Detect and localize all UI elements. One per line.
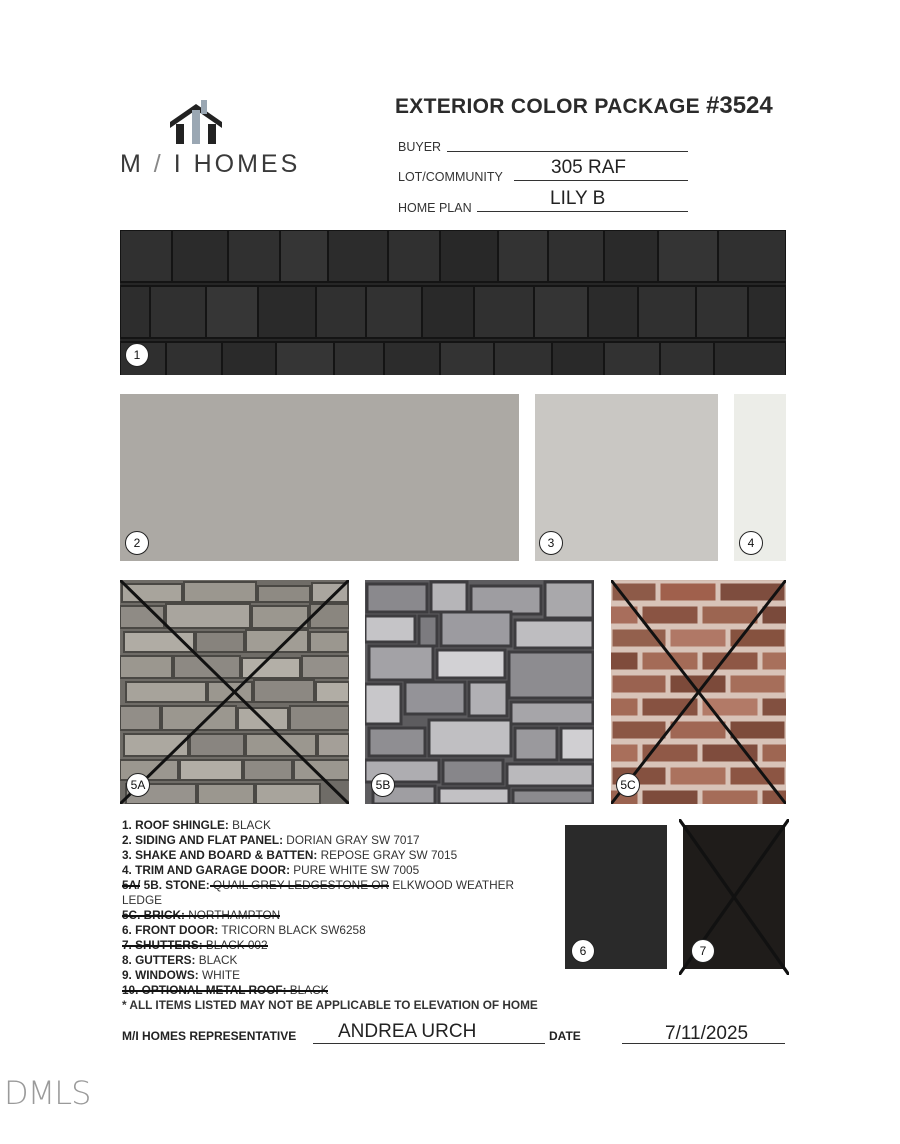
home-plan-label: HOME PLAN: [398, 201, 472, 215]
date-value: 7/11/2025: [665, 1023, 749, 1044]
logo-text-slash: /: [153, 150, 164, 178]
lot-community-field-line: [514, 180, 688, 181]
logo-text-homes: I HOMES: [173, 150, 301, 178]
front-door-color-swatch: [565, 825, 667, 969]
shake-color-swatch: [535, 394, 718, 561]
shutters-color-swatch: [683, 825, 785, 969]
list-item: 2. SIDING AND FLAT PANEL: DORIAN GRAY SW 7017: [122, 833, 420, 847]
applicability-footnote: * ALL ITEMS LISTED MAY NOT BE APPLICABLE TO ELEVATION OF HOME: [122, 998, 538, 1012]
list-item: 10. OPTIONAL METAL ROOF: BLACK: [122, 983, 329, 997]
representative-label: M/I HOMES REPRESENTATIVE: [122, 1029, 297, 1043]
list-item: 6. FRONT DOOR: TRICORN BLACK SW6258: [122, 923, 366, 937]
home-plan-value: LILY B: [550, 188, 606, 209]
list-item: 8. GUTTERS: BLACK: [122, 953, 238, 967]
list-item: 4. TRIM AND GARAGE DOOR: PURE WHITE SW 7005: [122, 863, 420, 877]
home-plan-field-line: [477, 211, 688, 212]
swatch-badge-6: 6: [571, 939, 595, 963]
representative-field-line: [313, 1043, 545, 1044]
color-selection-list: [122, 818, 552, 1013]
list-item: 5C. BRICK: NORTHAMPTON: [122, 908, 281, 922]
logo-text-m: M: [120, 150, 144, 178]
lot-community-value: 305 RAF: [551, 157, 626, 178]
swatch-badge-5b: 5B: [371, 773, 395, 797]
shingle-texture: [120, 230, 786, 375]
brand-logo-text: [120, 150, 300, 179]
swatch-badge-1: 1: [125, 343, 149, 367]
swatch-badge-5c: 5C: [616, 773, 640, 797]
package-number: #3524: [706, 92, 773, 119]
mls-watermark: DMLS: [4, 1074, 91, 1112]
list-item: 9. WINDOWS: WHITE: [122, 968, 240, 982]
list-item: 7. SHUTTERS: BLACK 002: [122, 938, 268, 952]
cross-out-mark: [120, 580, 349, 804]
date-label: DATE: [549, 1029, 581, 1043]
swatch-badge-3: 3: [539, 531, 563, 555]
representative-value: ANDREA URCH: [338, 1021, 477, 1042]
siding-color-swatch: [120, 394, 519, 561]
roof-shingle-swatch: [120, 230, 786, 375]
list-item: 3. SHAKE AND BOARD & BATTEN: REPOSE GRAY SW 7015: [122, 848, 458, 862]
swatch-badge-2: 2: [125, 531, 149, 555]
list-item: 1. ROOF SHINGLE: BLACK: [122, 818, 271, 832]
swatch-badge-4: 4: [739, 531, 763, 555]
buyer-field-line: [447, 151, 688, 152]
page-title: EXTERIOR COLOR PACKAGE: [395, 95, 700, 118]
house-roof-icon: [168, 100, 224, 146]
trim-color-swatch: [734, 394, 786, 561]
list-item: 5A/ 5B. STONE: QUAIL GREY LEDGESTONE OR ELKWOOD WEATHER LEDGE: [122, 878, 515, 907]
stone-5a-swatch: [120, 580, 349, 804]
swatch-badge-5a: 5A: [126, 773, 150, 797]
buyer-label: BUYER: [398, 140, 442, 154]
weather-ledge-texture: [365, 580, 594, 804]
cross-out-mark: [611, 580, 786, 804]
lot-community-label: LOT/COMMUNITY: [398, 170, 503, 184]
swatch-badge-7: 7: [691, 939, 715, 963]
brick-5c-swatch: [611, 580, 786, 804]
stone-5b-swatch: [365, 580, 594, 804]
